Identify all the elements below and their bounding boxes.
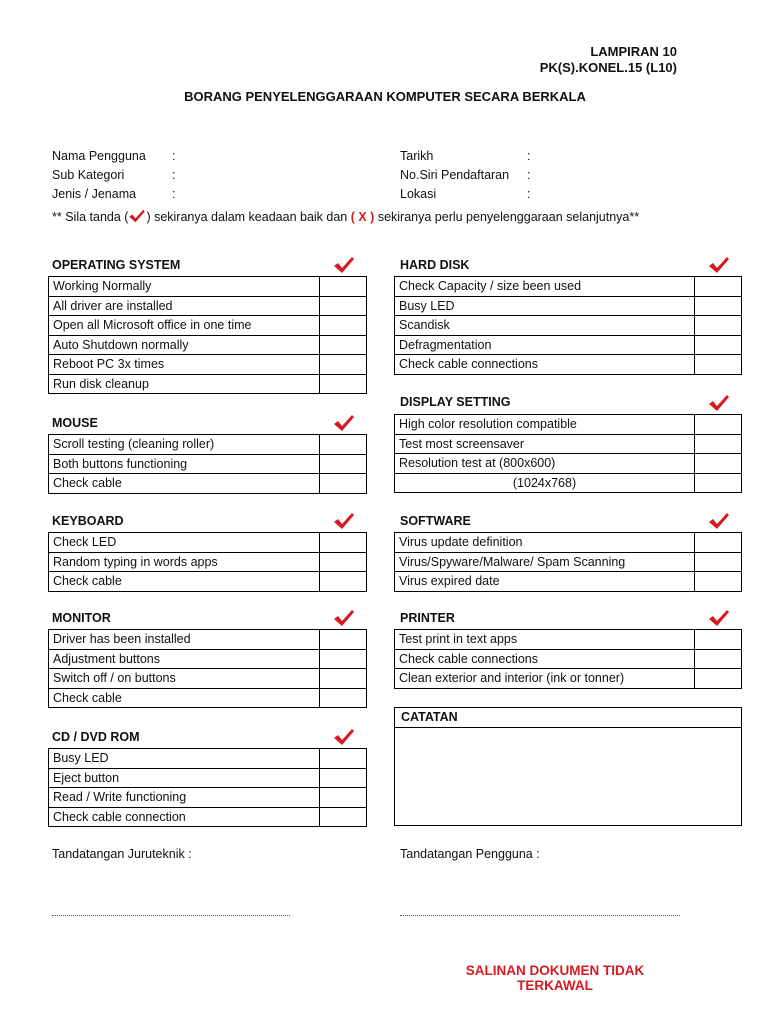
item-label: Check LED	[49, 533, 320, 552]
tick-icon	[708, 511, 730, 531]
check-cell[interactable]	[695, 435, 741, 454]
check-cell[interactable]	[320, 336, 366, 355]
field-location-colon: :	[527, 187, 531, 201]
section-title-keyboard: KEYBOARD	[52, 514, 124, 528]
checklist-software	[394, 532, 742, 592]
table-row	[395, 650, 741, 670]
item-label: Scroll testing (cleaning roller)	[49, 435, 320, 454]
checklist-display-setting	[394, 414, 742, 493]
table-row	[49, 749, 366, 769]
table-row	[395, 415, 741, 435]
table-row	[49, 553, 366, 573]
check-cell[interactable]	[320, 553, 366, 572]
item-label: Both buttons functioning	[49, 455, 320, 474]
check-cell[interactable]	[320, 749, 366, 768]
tick-icon	[333, 255, 355, 275]
item-label: Open all Microsoft office in one time	[49, 316, 320, 335]
field-serial-label: No.Siri Pendaftaran	[400, 168, 510, 182]
check-cell[interactable]	[320, 375, 366, 394]
table-row	[49, 572, 366, 592]
item-label: Resolution test at (800x600)	[395, 454, 695, 473]
section-title-printer: PRINTER	[400, 611, 455, 625]
item-label: High color resolution compatible	[395, 415, 695, 434]
item-label: All driver are installed	[49, 297, 320, 316]
check-cell[interactable]	[320, 533, 366, 552]
table-row	[395, 553, 741, 573]
check-cell[interactable]	[695, 630, 741, 649]
item-label: Adjustment buttons	[49, 650, 320, 669]
table-row	[395, 474, 741, 494]
uncontrolled-copy-notice: SALINAN DOKUMEN TIDAK TERKAWAL	[465, 963, 645, 993]
checklist-hard-disk	[394, 276, 742, 375]
section-title-software: SOFTWARE	[400, 514, 471, 528]
table-row	[49, 650, 366, 670]
table-row	[49, 375, 366, 395]
table-row	[49, 669, 366, 689]
instruction-part-1: ** Sila tanda (	[52, 210, 129, 224]
check-cell[interactable]	[695, 553, 741, 572]
section-title-monitor: MONITOR	[52, 611, 111, 625]
item-label: Random typing in words apps	[49, 553, 320, 572]
table-row	[49, 316, 366, 336]
checklist-monitor	[48, 629, 367, 708]
check-cell[interactable]	[320, 297, 366, 316]
table-row	[49, 277, 366, 297]
check-cell[interactable]	[695, 336, 741, 355]
item-label: Virus expired date	[395, 572, 695, 591]
field-date-colon: :	[527, 149, 531, 163]
instruction-text	[52, 209, 639, 224]
table-row	[395, 669, 741, 689]
table-row	[49, 808, 366, 828]
check-cell[interactable]	[320, 788, 366, 807]
check-cell[interactable]	[695, 355, 741, 374]
instruction-mark-x: ( X )	[350, 210, 375, 224]
field-brand-label: Jenis / Jenama	[52, 187, 137, 201]
check-cell[interactable]	[695, 316, 741, 335]
tick-icon	[128, 209, 146, 223]
field-user-name-label: Nama Pengguna	[52, 149, 146, 163]
item-label: Check cable	[49, 689, 320, 708]
tick-icon	[333, 413, 355, 433]
check-cell[interactable]	[320, 630, 366, 649]
table-row	[395, 297, 741, 317]
table-row	[49, 336, 366, 356]
check-cell[interactable]	[695, 533, 741, 552]
checklist-operating-system	[48, 276, 367, 394]
field-sub-category-colon: :	[172, 168, 176, 182]
item-label: Test print in text apps	[395, 630, 695, 649]
check-cell[interactable]	[320, 277, 366, 296]
notes-title: CATATAN	[395, 708, 741, 728]
tick-icon	[333, 511, 355, 531]
table-row	[49, 533, 366, 553]
check-cell[interactable]	[320, 808, 366, 827]
section-title-mouse: MOUSE	[52, 416, 98, 430]
section-title-display-setting: DISPLAY SETTING	[400, 395, 511, 409]
table-row	[395, 277, 741, 297]
table-row	[49, 474, 366, 494]
check-cell[interactable]	[320, 316, 366, 335]
instruction-part-3: sekiranya perlu penyelenggaraan selanjutnya**	[374, 210, 640, 224]
checklist-cd-dvd-rom	[48, 748, 367, 827]
check-cell[interactable]	[695, 650, 741, 669]
check-cell[interactable]	[320, 650, 366, 669]
check-cell[interactable]	[695, 454, 741, 473]
field-serial-colon: :	[527, 168, 531, 182]
instruction-part-2: ) sekiranya dalam keadaan baik dan	[146, 210, 351, 224]
table-row	[49, 788, 366, 808]
item-label: Busy LED	[49, 749, 320, 768]
table-row	[395, 435, 741, 455]
item-label: Reboot PC 3x times	[49, 355, 320, 374]
technician-signature-line[interactable]	[52, 915, 290, 916]
user-signature-line[interactable]	[400, 915, 680, 916]
item-label: Auto Shutdown normally	[49, 336, 320, 355]
table-row	[395, 336, 741, 356]
item-label: Busy LED	[395, 297, 695, 316]
table-row	[49, 769, 366, 789]
table-row	[395, 630, 741, 650]
check-cell[interactable]	[695, 669, 741, 688]
item-label: Check cable	[49, 474, 320, 493]
check-cell[interactable]	[320, 572, 366, 591]
table-row	[49, 630, 366, 650]
table-row	[49, 435, 366, 455]
check-cell[interactable]	[695, 572, 741, 591]
table-row	[395, 316, 741, 336]
item-label: Scandisk	[395, 316, 695, 335]
tick-icon	[708, 393, 730, 413]
item-label: Switch off / on buttons	[49, 669, 320, 688]
field-sub-category-label: Sub Kategori	[52, 168, 125, 182]
item-label: Defragmentation	[395, 336, 695, 355]
check-cell[interactable]	[695, 277, 741, 296]
item-label: Read / Write functioning	[49, 788, 320, 807]
appendix-label: LAMPIRAN 10	[590, 44, 677, 59]
table-row	[49, 689, 366, 709]
item-label: (1024x768)	[395, 474, 695, 493]
check-cell[interactable]	[320, 474, 366, 493]
check-cell[interactable]	[320, 455, 366, 474]
field-location-label: Lokasi	[400, 187, 437, 201]
item-label: Check Capacity / size been used	[395, 277, 695, 296]
check-cell[interactable]	[695, 297, 741, 316]
tick-icon	[333, 727, 355, 747]
item-label: Driver has been installed	[49, 630, 320, 649]
item-label: Run disk cleanup	[49, 375, 320, 394]
item-label: Working Normally	[49, 277, 320, 296]
check-cell[interactable]	[320, 689, 366, 708]
check-cell[interactable]	[320, 435, 366, 454]
check-cell[interactable]	[320, 355, 366, 374]
table-row	[395, 533, 741, 553]
item-label: Test most screensaver	[395, 435, 695, 454]
check-cell[interactable]	[320, 769, 366, 788]
field-user-name-colon: :	[172, 149, 176, 163]
technician-signature-label: Tandatangan Juruteknik :	[52, 847, 192, 861]
check-cell[interactable]	[695, 474, 741, 493]
table-row	[395, 572, 741, 592]
check-cell[interactable]	[695, 415, 741, 434]
tick-icon	[708, 255, 730, 275]
table-row	[49, 297, 366, 317]
field-date-label: Tarikh	[400, 149, 434, 163]
item-label: Check cable connections	[395, 650, 695, 669]
item-label: Check cable	[49, 572, 320, 591]
section-title-operating-system: OPERATING SYSTEM	[52, 258, 181, 272]
item-label: Eject button	[49, 769, 320, 788]
form-title: BORANG PENYELENGGARAAN KOMPUTER SECARA BERKALA	[184, 89, 586, 104]
checklist-mouse	[48, 434, 367, 494]
item-label: Virus/Spyware/Malware/ Spam Scanning	[395, 553, 695, 572]
item-label: Virus update definition	[395, 533, 695, 552]
table-row	[49, 355, 366, 375]
item-label: Check cable connection	[49, 808, 320, 827]
checklist-keyboard	[48, 532, 367, 592]
item-label: Check cable connections	[395, 355, 695, 374]
table-row	[49, 455, 366, 475]
check-cell[interactable]	[320, 669, 366, 688]
section-title-cd-dvd-rom: CD / DVD ROM	[52, 730, 140, 744]
item-label: Clean exterior and interior (ink or tonner)	[395, 669, 695, 688]
form-code: PK(S).KONEL.15 (L10)	[539, 60, 677, 75]
section-title-hard-disk: HARD DISK	[400, 258, 470, 272]
tick-icon	[708, 608, 730, 628]
checklist-printer	[394, 629, 742, 689]
notes-box[interactable]	[394, 707, 742, 826]
table-row	[395, 454, 741, 474]
tick-icon	[333, 608, 355, 628]
user-signature-label: Tandatangan Pengguna :	[400, 847, 540, 861]
table-row	[395, 355, 741, 375]
field-brand-colon: :	[172, 187, 176, 201]
